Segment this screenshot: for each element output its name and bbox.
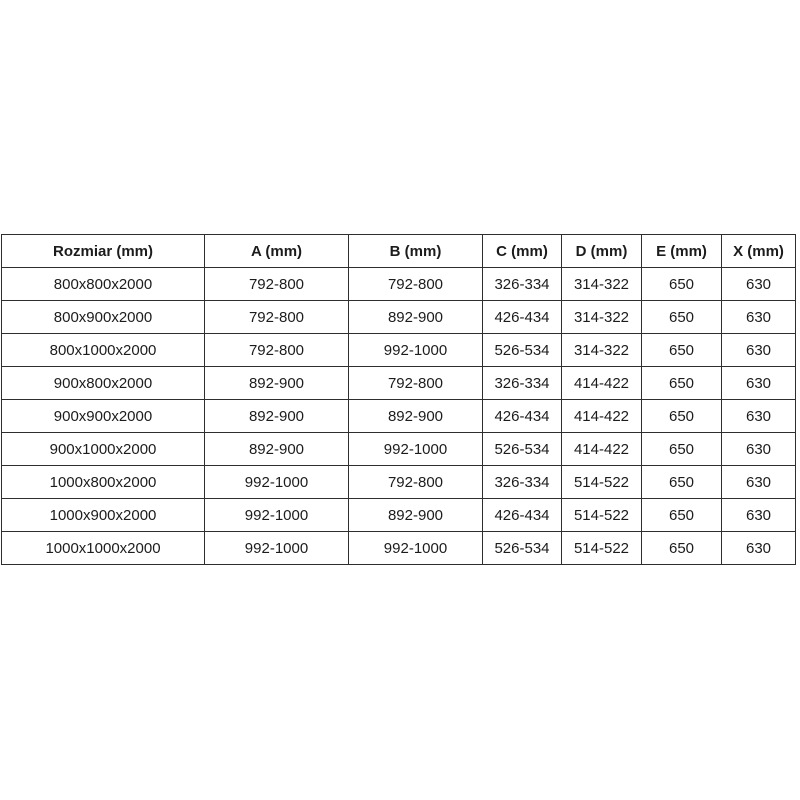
size-cell: 1000x1000x2000 [2, 532, 205, 565]
value-cell: 892-900 [349, 400, 483, 433]
column-header: X (mm) [722, 235, 796, 268]
value-cell: 414-422 [562, 367, 642, 400]
size-spec-table [1, 234, 796, 565]
value-cell: 892-900 [205, 433, 349, 466]
header-row [2, 235, 796, 268]
value-cell: 526-534 [483, 532, 562, 565]
size-cell: 800x1000x2000 [2, 334, 205, 367]
column-header: A (mm) [205, 235, 349, 268]
value-cell: 630 [722, 301, 796, 334]
table-row [2, 499, 796, 532]
value-cell: 426-434 [483, 301, 562, 334]
value-cell: 326-334 [483, 466, 562, 499]
table-row [2, 466, 796, 499]
value-cell: 792-800 [349, 268, 483, 301]
value-cell: 526-534 [483, 334, 562, 367]
column-header: D (mm) [562, 235, 642, 268]
column-header: Rozmiar (mm) [2, 235, 205, 268]
value-cell: 792-800 [205, 301, 349, 334]
value-cell: 326-334 [483, 268, 562, 301]
value-cell: 514-522 [562, 499, 642, 532]
value-cell: 992-1000 [205, 532, 349, 565]
value-cell: 630 [722, 433, 796, 466]
size-cell: 1000x900x2000 [2, 499, 205, 532]
value-cell: 792-800 [349, 466, 483, 499]
column-header: E (mm) [642, 235, 722, 268]
value-cell: 650 [642, 301, 722, 334]
table-row [2, 268, 796, 301]
value-cell: 314-322 [562, 268, 642, 301]
value-cell: 630 [722, 466, 796, 499]
column-header: C (mm) [483, 235, 562, 268]
value-cell: 650 [642, 400, 722, 433]
value-cell: 650 [642, 367, 722, 400]
value-cell: 426-434 [483, 400, 562, 433]
value-cell: 992-1000 [349, 334, 483, 367]
value-cell: 650 [642, 268, 722, 301]
value-cell: 650 [642, 433, 722, 466]
table-row [2, 334, 796, 367]
value-cell: 414-422 [562, 433, 642, 466]
table-row [2, 433, 796, 466]
table-row [2, 367, 796, 400]
table-head [2, 235, 796, 268]
value-cell: 992-1000 [349, 532, 483, 565]
value-cell: 514-522 [562, 532, 642, 565]
value-cell: 426-434 [483, 499, 562, 532]
size-cell: 800x800x2000 [2, 268, 205, 301]
value-cell: 992-1000 [205, 466, 349, 499]
size-cell: 800x900x2000 [2, 301, 205, 334]
value-cell: 650 [642, 466, 722, 499]
value-cell: 892-900 [349, 499, 483, 532]
table-row [2, 400, 796, 433]
size-cell: 900x1000x2000 [2, 433, 205, 466]
value-cell: 630 [722, 334, 796, 367]
table-row [2, 301, 796, 334]
value-cell: 792-800 [349, 367, 483, 400]
size-cell: 900x800x2000 [2, 367, 205, 400]
value-cell: 314-322 [562, 301, 642, 334]
value-cell: 526-534 [483, 433, 562, 466]
column-header: B (mm) [349, 235, 483, 268]
value-cell: 650 [642, 499, 722, 532]
value-cell: 792-800 [205, 268, 349, 301]
value-cell: 892-900 [205, 400, 349, 433]
value-cell: 314-322 [562, 334, 642, 367]
value-cell: 650 [642, 532, 722, 565]
value-cell: 630 [722, 367, 796, 400]
value-cell: 792-800 [205, 334, 349, 367]
value-cell: 650 [642, 334, 722, 367]
value-cell: 992-1000 [349, 433, 483, 466]
value-cell: 892-900 [349, 301, 483, 334]
value-cell: 630 [722, 400, 796, 433]
value-cell: 992-1000 [205, 499, 349, 532]
value-cell: 892-900 [205, 367, 349, 400]
size-cell: 900x900x2000 [2, 400, 205, 433]
table-row [2, 532, 796, 565]
value-cell: 630 [722, 499, 796, 532]
value-cell: 630 [722, 532, 796, 565]
value-cell: 326-334 [483, 367, 562, 400]
table-body [2, 268, 796, 565]
size-cell: 1000x800x2000 [2, 466, 205, 499]
value-cell: 414-422 [562, 400, 642, 433]
value-cell: 514-522 [562, 466, 642, 499]
value-cell: 630 [722, 268, 796, 301]
